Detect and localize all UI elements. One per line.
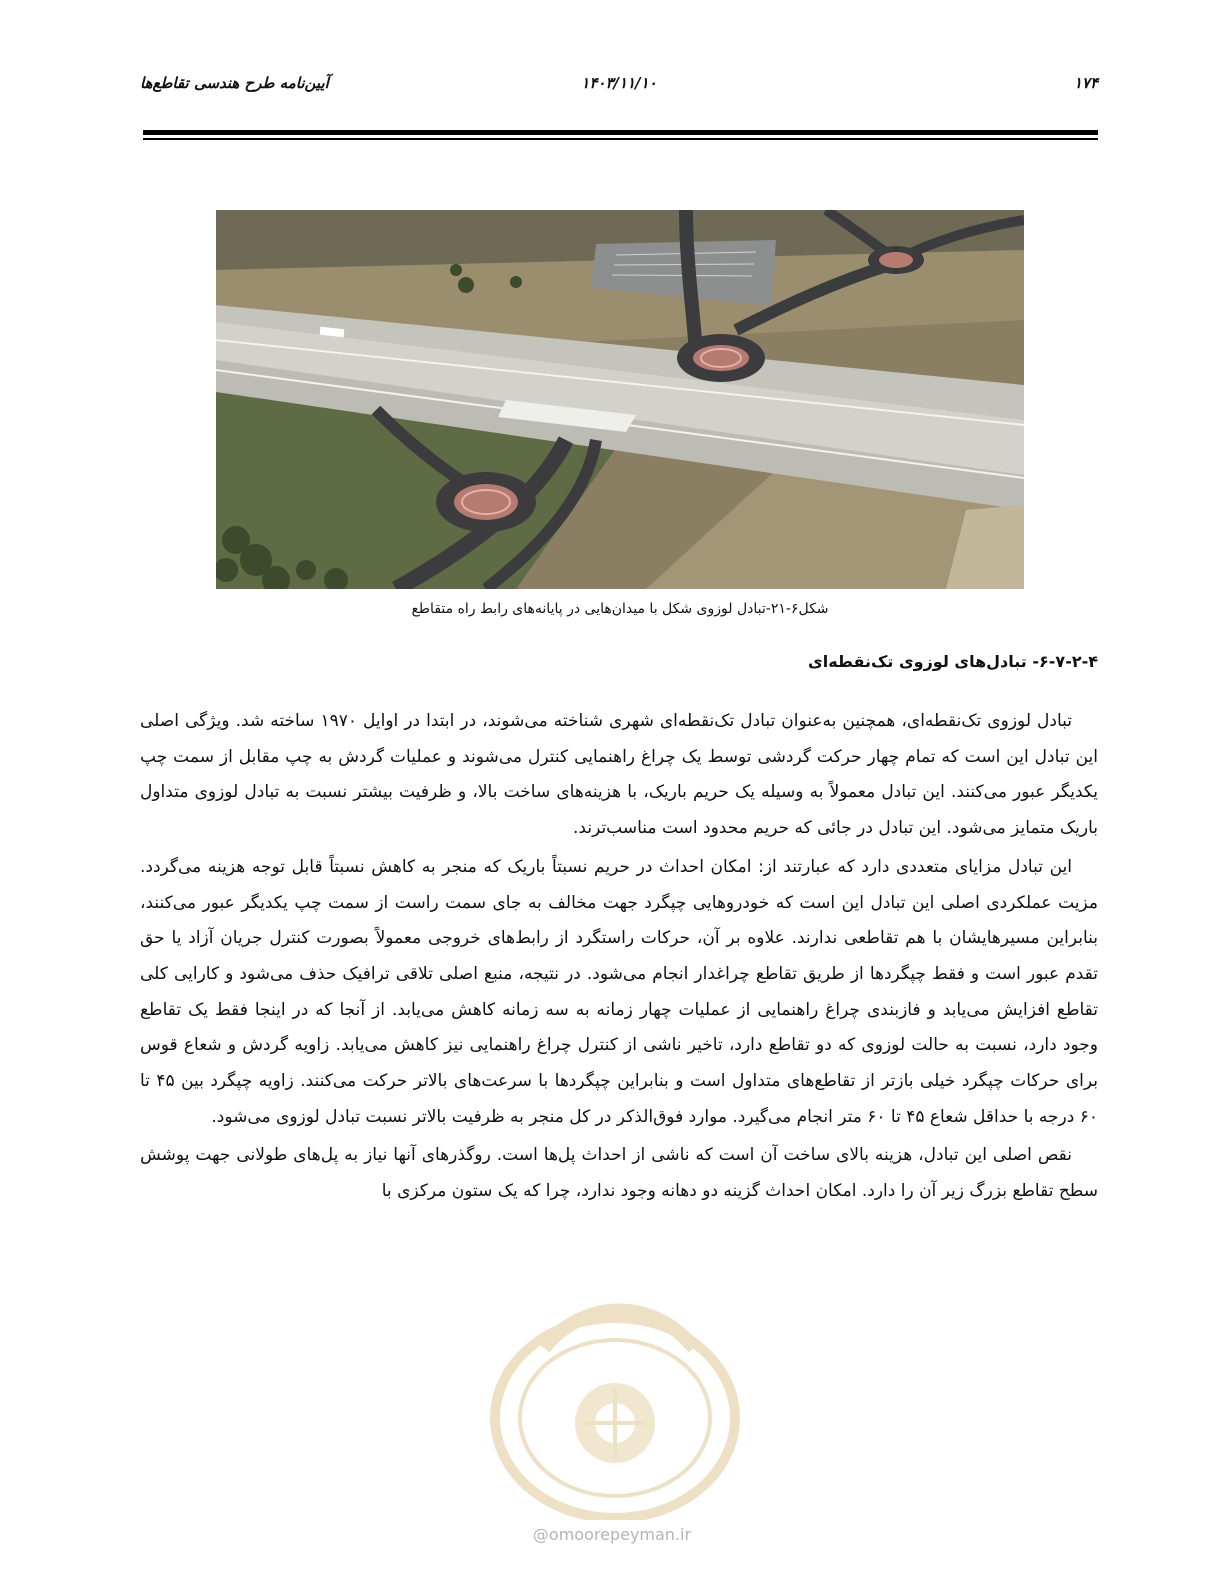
body-text [140,704,1098,1213]
watermark-logo [484,1288,746,1520]
header-rule-thin [143,138,1098,140]
watermark-url: @omoorepeyman.ir [532,1525,692,1544]
paragraph: نقص اصلی این تبادل، هزینه بالای ساخت آن است که ناشی از احداث پل‌ها است. روگذرهای آنها نیاز به پل‌های طولانی جهت پوشش سطح تقاطع بزرگ زیر آن را دارد. امکان احداث گزینه دو دهانه وجود ندارد، چرا که یک ستون مرکزی با [140,1145,1098,1202]
figure-caption: شکل۶-۲۱-تبادل لوزوی شکل با میدان‌هایی در پایانه‌های رابط راه متقاطع [411,601,829,617]
page-header [140,74,1098,104]
header-date: ۱۴۰۳/۱۱/۱۰ [581,74,657,92]
paragraph: این تبادل مزایای متعددی دارد که عبارتند از: امکان احداث در حریم نسبتاً باریک که منجر به کاهش نسبتاً قابل توجه هزینه می‌گردد. مزیت عملکردی اصلی این تبادل این است که خودروهایی چپگرد جهت مخالف به جای سمت راست از سمت چپ یکدیگر عبور می‌کنند، بنابراین مسیرهایشان با هم تقاطعی ندارند. علاوه بر آن، حرکات راستگرد از رابط‌های خروجی معمولاً بصورت کنترل جریان آزاد یا حق تقدم عبور است و فقط چپگردها از طریق تقاطع چراغدار انجام می‌شود. در نتیجه، منبع اصلی تلاقی ترافیک حذف می‌شود و کارایی کلی تقاطع افزایش می‌یابد و فازبندی چراغ راهنمایی از عملیات چهار زمانه به سه زمانه کاهش می‌یابد. از آنجا که در اینجا فقط یک تقاطع وجود دارد، نسبت به حالت لوزوی که دو تقاطع دارد، تاخیر ناشی از کنترل چراغ راهنمایی نیز کاهش می‌یابد. زاویه گردش و شعاع قوس برای حرکات چپگرد خیلی بازتر از تقاطع‌های متداول است و بنابراین چپگردها با سرعت‌های بالاتر حرکت می‌کنند. زاویه چپگرد بین ۴۵ تا ۶۰ درجه با حداقل شعاع ۴۵ تا ۶۰ متر انجام می‌گیرد. موارد فوق‌الذکر در کل منجر به ظرفیت بالاتر نسبت تبادل لوزوی می‌شود. [140,856,1098,1127]
document-title: آیین‌نامه طرح هندسی تقاطع‌ها [140,74,329,92]
section-heading: ۶-۷-۲-۴- تبادل‌های لوزوی تک‌نقطه‌ای [808,652,1098,671]
aerial-photo-interchange [216,210,1024,589]
header-rule-thick [143,130,1098,135]
paragraph: تبادل لوزوی تک‌نقطه‌ای، همچنین به‌عنوان تبادل تک‌نقطه‌ای شهری شناخته می‌شوند، در ابتدا در اوایل ۱۹۷۰ ساخته شد. ویژگی اصلی این تبادل این است که تمام چهار حرکت گردشی توسط یک چراغ راهنمایی کنترل می‌شوند و عملیات گردش به چپ مقابل از سمت چپ یکدیگر عبور می‌کنند. این تبادل معمولاً به وسیله یک حریم باریک، با هزینه‌های ساخت بالا، و ظرفیت بیشتر نسبت به تبادل لوزوی متداول باریک متمایز می‌شود. این تبادل در جائی که حریم محدود است مناسب‌ترند. [140,711,1098,839]
page-number: ۱۷۴ [1073,74,1098,92]
